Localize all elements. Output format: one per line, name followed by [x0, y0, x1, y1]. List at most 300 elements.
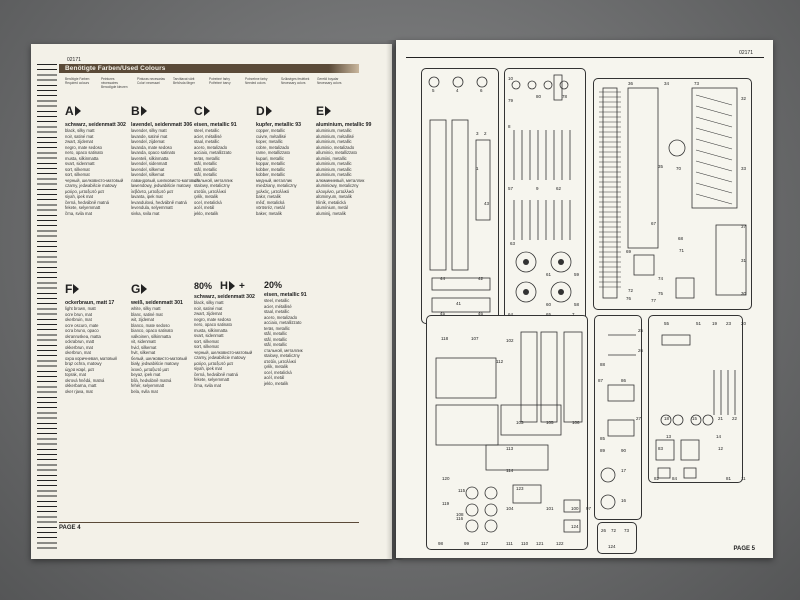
part-wheel [485, 487, 497, 499]
part-number: 108 [456, 512, 464, 517]
part-number: 84 [672, 476, 678, 481]
color-translation: sort, silkemat [65, 166, 90, 172]
part-truss [696, 139, 732, 149]
color-translation: μαύρο, μεταξωτό ματ [65, 188, 105, 194]
part-number: 3 [476, 131, 479, 136]
header-stripe [329, 64, 359, 73]
part-wheel [485, 504, 497, 516]
color-translation: stål, metallic [194, 172, 218, 177]
color-translation: levandulová, hedvábně matná [131, 199, 187, 205]
color-letter: G [131, 282, 141, 296]
color-translation: acero, metalizado [264, 314, 298, 320]
part-side-wall [541, 332, 557, 422]
part-number: 99 [464, 541, 470, 546]
lang-col: Pinturas necesarias Colori necessari [137, 77, 165, 85]
part-number: 36 [628, 81, 634, 86]
color-name: ockerbraun, matt 17 [65, 300, 115, 306]
color-translation: hvid, silkemat [131, 344, 157, 350]
part-truss [696, 194, 732, 204]
color-translation: alüminyum, metalik [316, 194, 352, 199]
part-number: 117 [481, 541, 489, 546]
part-number: 34 [664, 81, 670, 86]
part-gear [669, 140, 685, 156]
part-number: 114 [506, 468, 514, 473]
color-translation: black, silky matt [65, 128, 95, 133]
part-number: 67 [651, 221, 657, 226]
color-translation: okerbrun, mat [65, 350, 91, 355]
color-translation: light brown, matt [65, 306, 96, 311]
color-translation: acier, métallisé [264, 303, 292, 309]
lang-col: Benötigte Farben Required colours [65, 77, 90, 85]
part-number: 102 [506, 338, 514, 343]
part-floor-plate [436, 405, 498, 445]
part-wheel [601, 495, 615, 509]
part-number: 21 [718, 416, 724, 421]
part-wheel [453, 77, 463, 87]
color-translation: acciaio, metallizzato [194, 150, 232, 155]
color-translation: alumiini, metallic [316, 155, 347, 161]
color-translation: musta, silkinmatta [194, 327, 228, 333]
part-number: 90 [621, 448, 627, 453]
part-small-box [684, 468, 696, 478]
color-translation: медный, металлик [256, 177, 292, 183]
color-letter: E [316, 104, 325, 118]
part-number: 37 [741, 224, 747, 229]
part-truss [696, 117, 732, 127]
color-translation: çelik, metalik [194, 194, 218, 199]
part-number: 26 [638, 348, 644, 353]
color-translation: stål, metallic [194, 161, 218, 166]
color-translation: kobber, metallic [256, 172, 286, 177]
color-translation: алюминиевый, металлик [316, 177, 365, 183]
color-translation: aluminium, metallic [316, 139, 352, 144]
color-translation: белый, шелковисто-матовый [131, 355, 188, 361]
color-translation: copper, metallic [256, 128, 286, 133]
color-block [316, 102, 372, 216]
part-number: 113 [506, 446, 514, 451]
color-translation: negro, mate sedoso [194, 316, 232, 322]
part-bar [662, 335, 690, 345]
part-number: 77 [651, 298, 657, 303]
color-translation: vit, sidenmatt [131, 339, 156, 344]
color-translation: λευκό, μεταξωτό ματ [131, 366, 169, 372]
part-number: 33 [741, 166, 747, 171]
part-wheel [466, 504, 478, 516]
color-translation: acero, metalizado [194, 144, 228, 150]
page-label-left: PAGE 4 [59, 525, 81, 531]
part-number: 81 [726, 476, 732, 481]
color-name: eisen, metallic 91 [264, 292, 307, 298]
lang-col: Gerekli boyalar Necessary colors [317, 77, 342, 85]
part-box [676, 278, 694, 298]
color-translation: hliník, metalická [316, 199, 346, 205]
color-translation: bílá, hedvábně matná [131, 377, 172, 383]
color-translation: sivka, svila mat [131, 210, 160, 216]
part-wheel [466, 487, 478, 499]
color-letter: F [65, 282, 73, 296]
part-number: 22 [732, 416, 738, 421]
part-number: 86 [621, 378, 627, 383]
color-translation: χαλκός, μεταλλικό [256, 188, 290, 194]
part-truss [696, 172, 732, 182]
part-number: 104 [506, 506, 514, 511]
color-translation: steel, metallic [194, 128, 220, 133]
color-translation: стальной, металлик [264, 347, 303, 353]
lang-col: Potrebné farby Potřebné barvy [209, 77, 231, 85]
color-translation: negro, mate sedoso [65, 144, 103, 150]
color-translation: cuivre, métallisé [256, 133, 287, 139]
part-wheel [673, 415, 683, 425]
color-translation: lavanda, mate sedoso [131, 144, 172, 150]
part-truss [696, 106, 732, 116]
color-translation: sort, silkemat [65, 172, 90, 177]
color-translation: aluminium, metallic [316, 128, 352, 133]
part-number: 16 [621, 498, 627, 503]
part-wheel-hub [523, 259, 529, 265]
color-translation: svart, sidenmatt [65, 161, 95, 166]
color-name: schwarz, seidenmatt 302 [65, 122, 126, 128]
color-translation: stål, metallic [264, 336, 288, 342]
color-translation: noir, satiné mat [194, 305, 223, 311]
color-translation: bianco, opaco satinato [131, 328, 173, 333]
color-translation: cobre, metalizado [256, 144, 290, 150]
part-number: 74 [658, 276, 664, 281]
part-small-wheel [560, 81, 568, 89]
part-number: 35 [658, 164, 664, 169]
part-number: 101 [546, 506, 554, 511]
part-number: 124 [571, 524, 579, 529]
color-translation: musta, silkinmatta [65, 155, 99, 161]
color-translation: steel, metallic [264, 298, 290, 303]
color-translation: nero, opaco satinato [65, 150, 103, 155]
part-number: 18 [664, 416, 670, 421]
part-number: 78 [562, 94, 568, 99]
color-letter: D [256, 104, 265, 118]
part-number: 10 [508, 76, 514, 81]
part-number: 61 [546, 272, 552, 277]
color-translation: çelik, metalik [264, 364, 288, 369]
left-page [31, 44, 392, 559]
color-translation: wit, zijdemat [131, 317, 155, 322]
part-box [634, 255, 654, 275]
color-translation: lavender, silky matt [131, 128, 167, 133]
color-translation: svart, sidenmatt [194, 333, 224, 338]
part-body-side [692, 88, 737, 208]
part-number: 83 [658, 446, 664, 451]
color-translation: sort, silkemat [194, 338, 219, 344]
part-number: 72 [628, 288, 634, 293]
color-translation: brąz ochra, matowy [65, 361, 102, 366]
part-number: 122 [556, 541, 564, 546]
part-wheel [466, 520, 478, 532]
ruled-margin-lines [37, 64, 57, 552]
part-number: 6 [480, 88, 483, 93]
color-translation: zwart, zijdemat [65, 139, 93, 144]
color-translation: acél, metál [264, 375, 285, 380]
part-number: 103 [516, 420, 524, 425]
color-letter: C [194, 104, 203, 118]
color-block [264, 280, 314, 386]
mix-percent: 80% [194, 281, 213, 291]
part-number: 124 [608, 544, 616, 549]
part-number: 70 [676, 166, 682, 171]
color-translation: siyah, ipek mat [65, 194, 93, 199]
color-translation: noir, satiné mat [65, 133, 94, 139]
part-number: 15 [692, 416, 698, 421]
color-translation: hvit, silkemat [131, 350, 156, 355]
part-plate [681, 440, 699, 460]
color-translation: lawendowy, jedwabiście matowy [131, 183, 191, 188]
color-translation: ocel, metalická [264, 369, 292, 375]
part-number: 105 [546, 420, 554, 425]
part-number: 8 [508, 124, 511, 129]
color-translation: oker rjava, mat [65, 388, 93, 394]
part-number: 13 [666, 434, 672, 439]
part-number: 25 [638, 328, 644, 333]
color-translation: лавандовый, шелковисто-матовый [131, 177, 199, 183]
color-translation: laventeli, silkinmatta [131, 155, 169, 161]
color-name: schwarz, seidenmatt 302 [194, 294, 255, 300]
color-translation: bakır, metalik [256, 194, 281, 199]
color-translation: ocre oscuro, mate [65, 322, 99, 328]
part-number: 2 [484, 131, 487, 136]
part-number: 57 [508, 186, 514, 191]
color-letter: A [65, 104, 74, 118]
color-translation: alumínium, metál [316, 205, 348, 210]
part-number: 60 [546, 302, 552, 307]
part-number: 27 [636, 416, 642, 421]
part-number: 106 [572, 420, 580, 425]
color-translation: fekete, selyemmatt [65, 205, 101, 210]
part-number: 58 [574, 302, 580, 307]
part-number: 82 [654, 476, 660, 481]
part-wheel-hub [523, 289, 529, 295]
color-translation: aluminiowy, metaliczny [316, 183, 359, 188]
color-translation: acier, métallisé [194, 133, 222, 139]
part-small-wheel [544, 81, 552, 89]
part-number: 71 [679, 248, 685, 253]
color-translation: staal, metallic [264, 309, 290, 314]
part-number: 11 [741, 476, 746, 481]
part-number: 116 [456, 516, 464, 521]
color-translation: lavande, satiné mat [131, 133, 168, 139]
language-columns [65, 77, 365, 91]
part-number: 98 [438, 541, 444, 546]
color-name: weiß, seidenmatt 301 [131, 300, 183, 306]
part-number: 4 [456, 88, 459, 93]
part-number: 62 [556, 186, 562, 191]
color-translation: črna, svila mat [194, 382, 221, 388]
part-number: 65 [546, 312, 552, 317]
color-block [65, 280, 115, 394]
part-frame-side [452, 120, 468, 270]
part-wheel [703, 415, 713, 425]
color-block [131, 102, 199, 216]
color-name: kupfer, metallic 93 [256, 122, 301, 128]
part-rail [476, 140, 490, 220]
part-number: 63 [510, 241, 516, 246]
color-translation: ocra bruno, opaco [65, 328, 99, 333]
color-translation: aluminium, metallic [316, 172, 352, 177]
plus-sign: + [238, 280, 245, 292]
color-translation: kobber, metallic [256, 166, 286, 172]
color-translation: aluminio, metalizado [316, 144, 355, 150]
color-translation: baker, metalik [256, 210, 282, 216]
part-wheel [429, 77, 439, 87]
color-translation: měď, metalická [256, 199, 285, 205]
colors-header [59, 64, 359, 73]
part-number: 68 [678, 236, 684, 241]
color-translation: λεβάντα, μεταξωτό ματ [131, 188, 174, 194]
part-number: 115 [458, 488, 466, 493]
color-translation: valkoinen, silkinmatta [131, 333, 171, 339]
color-translation: ockrabrun, matt [65, 339, 95, 344]
part-number: 72 [611, 528, 617, 533]
color-translation: černá, hedvábně matná [65, 199, 109, 205]
color-translation: blanc, satiné mat [131, 311, 163, 317]
part-floor-plate [436, 358, 496, 398]
part-frame-side [430, 120, 446, 270]
color-translation: levendula, selyemmatt [131, 205, 173, 210]
part-number: 59 [574, 272, 580, 277]
color-translation: lavendel, silkemat [131, 166, 165, 172]
part-roof [486, 445, 548, 470]
part-truss [696, 128, 732, 138]
color-block [131, 280, 188, 394]
color-letter: B [131, 104, 140, 118]
part-number: 51 [696, 321, 702, 326]
color-translation: ατσάλι, μεταλλικό [194, 188, 227, 194]
part-number: 120 [442, 476, 450, 481]
color-translation: lavendel, silkemat [131, 172, 165, 177]
part-wheel-hub [558, 289, 564, 295]
part-side-wall [521, 332, 537, 422]
mix-percentage [264, 280, 314, 290]
color-translation: lavendel, sidenmatt [131, 161, 168, 166]
part-number: 26 [601, 528, 607, 533]
part-number: 12 [718, 446, 724, 451]
part-number: 75 [658, 291, 664, 296]
color-translation: miedziany, metaliczny [256, 183, 297, 188]
part-number: 20 [741, 321, 747, 326]
color-translation: sort, silkemat [194, 344, 219, 349]
color-translation: lavendel, zijdemat [131, 139, 165, 144]
part-number: 46 [478, 311, 484, 316]
part-wheel-hub [558, 259, 564, 265]
color-translation: teräs, metallic [194, 155, 220, 161]
color-translation: aluminij, metalik [316, 210, 346, 216]
part-number: 45 [440, 311, 446, 316]
color-translation: czarny, jedwabiście matowy [194, 355, 246, 360]
lang-col: Szükséges festékek Necessary colors [281, 77, 310, 85]
part-number: 79 [508, 98, 514, 103]
part-number: 89 [600, 448, 606, 453]
part-number: 69 [626, 249, 632, 254]
color-translation: lavanta, ipek mat [131, 194, 163, 199]
color-block [65, 102, 126, 216]
color-translation: stål, metallic [194, 166, 218, 172]
part-number: 123 [516, 486, 524, 491]
part-number: 7 [572, 312, 575, 317]
part-number: 42 [478, 276, 484, 281]
color-translation: fekete, selyemmatt [194, 377, 230, 382]
color-translation: stalowy, metaliczny [194, 183, 230, 188]
part-ladder-rail [603, 88, 617, 298]
part-wheel [485, 520, 497, 532]
part-side-wall [564, 332, 582, 422]
color-block [194, 280, 255, 388]
part-truss [696, 161, 732, 171]
color-translation: biały, jedwabiście matowy [131, 361, 179, 366]
part-number: 112 [496, 359, 504, 364]
color-translation: aluminium, metallic [316, 166, 352, 172]
part-truss [696, 95, 732, 105]
lang-col: Potrzebne farby Needed colors [245, 77, 268, 85]
color-translation: acciaio, metallizzato [264, 320, 302, 325]
color-name: eisen, metallic 91 [194, 122, 237, 128]
part-number: 43 [484, 201, 490, 206]
color-translation: okkerbarna, matt [65, 383, 97, 388]
color-translation: black, silky matt [194, 300, 224, 305]
part-number: 107 [471, 336, 479, 341]
color-translation: черный, шелковисто-матовый [65, 177, 124, 183]
color-letter: H [220, 280, 228, 292]
color-translation: siyah, ipek mat [194, 366, 222, 371]
color-translation: kupari, metallic [256, 155, 284, 161]
part-wheel [477, 77, 487, 87]
color-translation: ocel, metalická [194, 199, 222, 205]
part-block [608, 420, 634, 436]
part-number: 17 [621, 468, 627, 473]
color-translation: стальной, металлик [194, 177, 233, 183]
color-translation: jeklo, metalik [264, 380, 289, 386]
part-number: 85 [600, 436, 606, 441]
kit-number-right: 02171 [739, 50, 753, 56]
part-number: 31 [741, 258, 747, 263]
color-translation: ocre brun, mat [65, 311, 92, 317]
part-wheel [601, 468, 615, 482]
part-truss [696, 150, 732, 160]
mix-percent: 20% [264, 280, 283, 290]
part-number: 1 [476, 166, 479, 171]
part-number: 80 [536, 94, 542, 99]
part-block [608, 385, 634, 401]
part-number: 19 [712, 321, 718, 326]
part-number: 73 [694, 81, 700, 86]
color-translation: blanco, mate sedoso [131, 322, 170, 328]
part-number: 44 [440, 276, 446, 281]
part-number: 9 [536, 186, 539, 191]
color-translation: toprak, mat [65, 372, 86, 377]
colors-header-title: Benötigte Farben/Used Colours [65, 65, 166, 72]
part-number: 100 [571, 506, 579, 511]
part-number: 73 [624, 528, 630, 533]
color-translation: aluminium, metallic [316, 161, 352, 166]
part-number: 64 [508, 312, 514, 317]
color-translation: bela, svila mat [131, 388, 158, 394]
color-block [256, 102, 306, 216]
page-label-right: PAGE 5 [733, 546, 755, 552]
right-page [396, 40, 773, 558]
part-number: 55 [664, 321, 670, 326]
color-translation: stål, metallic [264, 331, 288, 336]
part-number: 5 [432, 88, 435, 93]
color-translation: fehér, selyemmatt [131, 383, 165, 388]
color-translation: koppar, metallic [256, 161, 286, 166]
part-number: 23 [726, 321, 732, 326]
part-number: 118 [441, 336, 449, 341]
part-small-wheel [528, 81, 536, 89]
